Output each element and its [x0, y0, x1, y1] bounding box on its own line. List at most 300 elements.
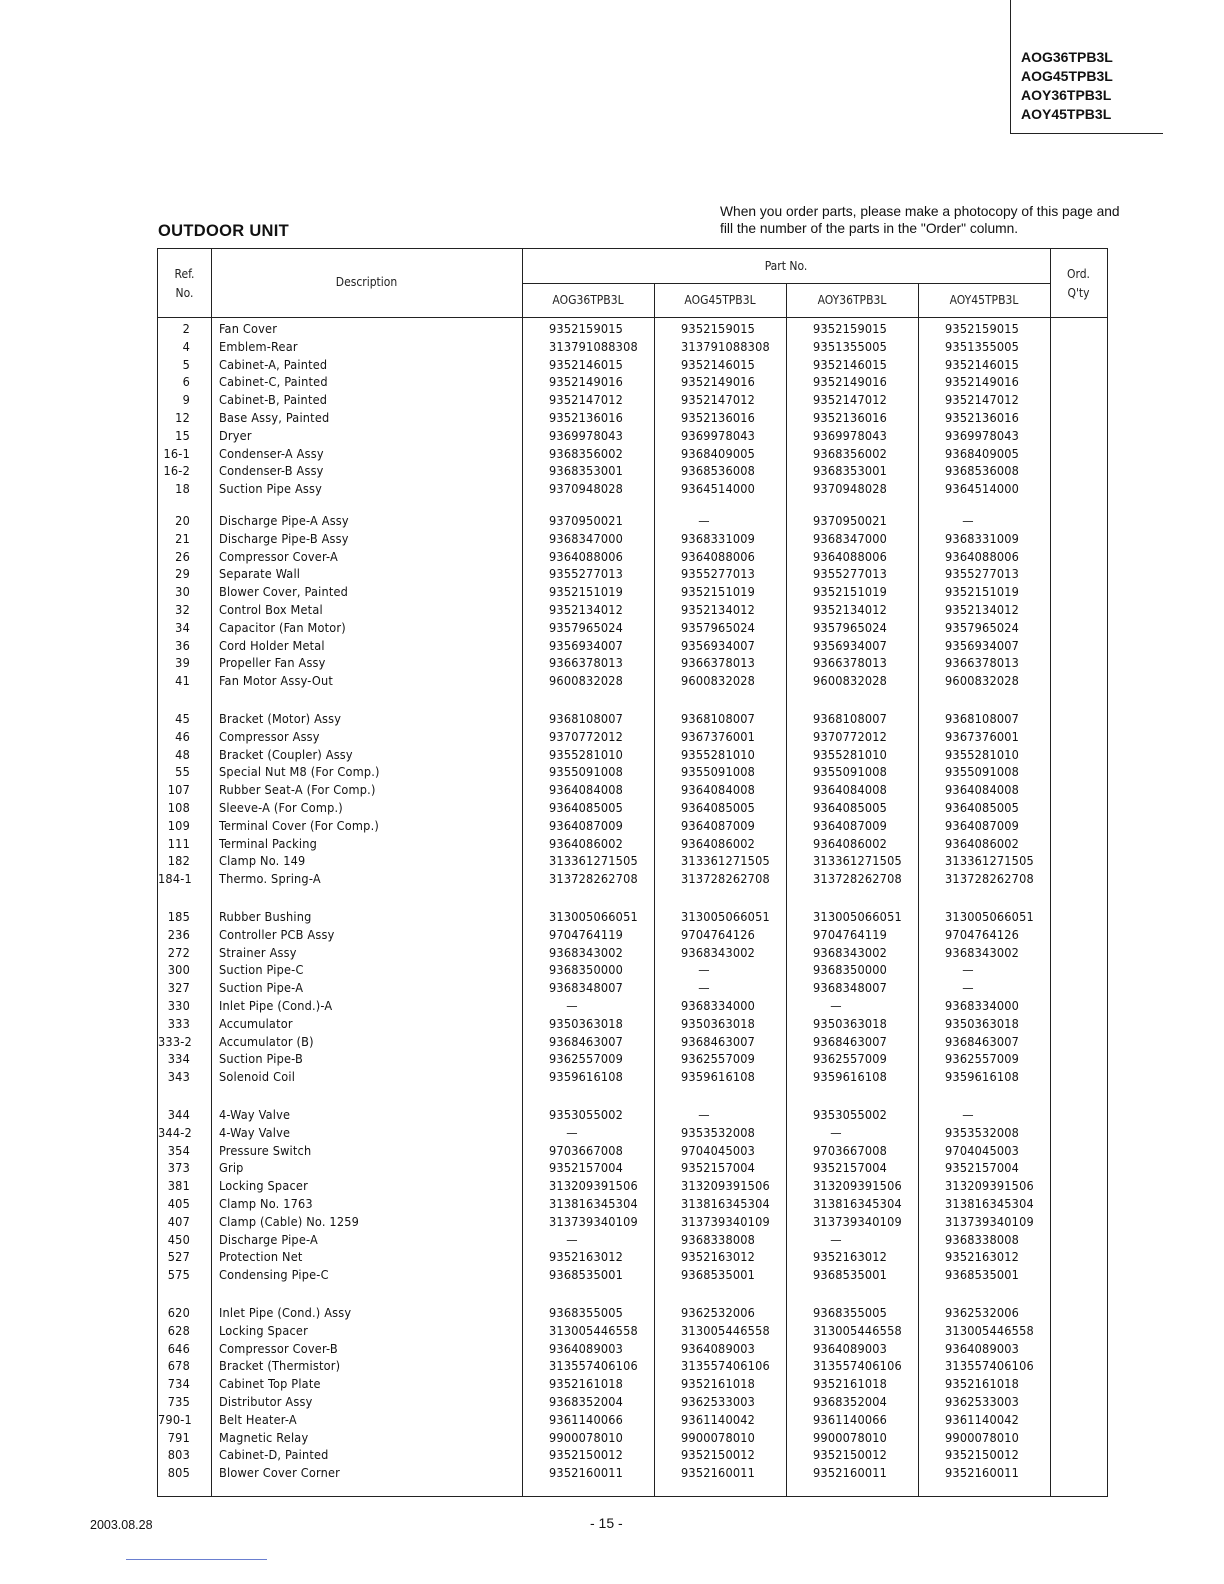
- model-column-header: AOY36TPB3L: [817, 293, 887, 307]
- part-description: Blower Cover Corner: [219, 1465, 341, 1481]
- order-qty-cell[interactable]: [1050, 1375, 1107, 1392]
- ref-number: 111: [167, 835, 190, 851]
- order-qty-cell[interactable]: [1050, 1357, 1107, 1374]
- order-header-line: Ord.: [1066, 267, 1090, 281]
- part-number: 9359616108: [681, 1069, 756, 1085]
- not-applicable-dash: —: [830, 998, 842, 1013]
- part-number: 313005446558: [681, 1322, 770, 1338]
- ref-number: 735: [167, 1394, 190, 1409]
- footer-link-underline: [126, 1559, 267, 1560]
- part-description: Condenser-A Assy: [219, 445, 324, 461]
- part-number: 9368356002: [549, 445, 624, 461]
- order-qty-cell[interactable]: [1050, 1411, 1107, 1428]
- part-number: 9368352004: [813, 1394, 888, 1409]
- part-number: 9600832028: [681, 673, 756, 689]
- part-number: 9352136016: [945, 410, 1020, 425]
- table-row: [158, 1340, 1107, 1358]
- part-description: Terminal Packing: [219, 835, 317, 851]
- table-row: [158, 356, 1107, 374]
- not-applicable-dash: —: [962, 980, 974, 996]
- part-description: Strainer Assy: [219, 944, 297, 960]
- part-number: 9357965024: [945, 619, 1020, 635]
- table-row: [158, 462, 1107, 480]
- part-number: 9368108007: [681, 711, 756, 726]
- not-applicable-dash: —: [698, 513, 710, 528]
- part-number: 9368348007: [813, 980, 888, 996]
- part-number: 9364086002: [681, 835, 756, 851]
- part-number: 9368334000: [681, 998, 756, 1013]
- part-number: 9369978043: [681, 427, 756, 443]
- not-applicable-dash: —: [698, 962, 710, 978]
- part-number: 313728262708: [549, 871, 638, 887]
- part-number: 9368338008: [681, 1231, 756, 1247]
- part-number: 313005066051: [945, 909, 1034, 924]
- not-applicable-dash: —: [566, 1124, 578, 1140]
- ref-header-line: No.: [175, 286, 194, 300]
- part-number: 9350363018: [681, 1015, 756, 1031]
- part-description: Cabinet-C, Painted: [219, 374, 328, 390]
- part-number: 9352157004: [813, 1160, 888, 1176]
- part-description: Dryer: [219, 427, 252, 443]
- order-qty-cell[interactable]: [1050, 583, 1107, 600]
- order-note: When you order parts, please make a photocopy of this page and fill the number of the parts in the "Order" column.: [720, 204, 1120, 236]
- part-number: 9364084008: [813, 782, 888, 798]
- part-number: 9352163012: [813, 1249, 888, 1265]
- order-qty-cell[interactable]: [1050, 1393, 1107, 1410]
- ref-number: 344-2: [158, 1124, 192, 1140]
- order-qty-cell[interactable]: [1050, 1159, 1107, 1176]
- model-name: AOG36TPB3L: [1021, 49, 1113, 65]
- part-number: 9350363018: [549, 1015, 624, 1031]
- part-number: 9366378013: [681, 655, 756, 671]
- ref-number: 18: [175, 481, 190, 497]
- part-number: 9368535001: [813, 1267, 888, 1283]
- part-description: Controller PCB Assy: [219, 926, 335, 942]
- part-number: 9368331009: [681, 530, 756, 546]
- ref-number: 36: [175, 637, 190, 653]
- not-applicable-dash: —: [962, 962, 974, 978]
- not-applicable-dash: —: [566, 998, 578, 1013]
- part-description: Belt Heater-A: [219, 1411, 297, 1427]
- part-number: 9364514000: [945, 481, 1020, 497]
- part-description: Thermo. Spring-A: [219, 871, 321, 887]
- part-number: 9364087009: [813, 817, 888, 833]
- part-description: 4-Way Valve: [219, 1124, 291, 1140]
- part-number: 9362532006: [681, 1305, 756, 1320]
- order-qty-cell[interactable]: [1050, 728, 1107, 745]
- order-qty-cell[interactable]: [1050, 548, 1107, 565]
- part-description: Blower Cover, Painted: [219, 584, 349, 600]
- part-number: 9353055002: [549, 1107, 624, 1122]
- part-number: 9368463007: [549, 1033, 624, 1049]
- order-header-line: Q'ty: [1067, 286, 1090, 300]
- order-qty-cell[interactable]: [1050, 391, 1107, 408]
- part-number: 9370950021: [549, 513, 624, 528]
- order-qty-cell[interactable]: [1050, 601, 1107, 618]
- part-number: 9357965024: [549, 619, 624, 635]
- ref-number: 32: [175, 602, 190, 617]
- part-number: 313728262708: [813, 871, 902, 887]
- part-number: 9704045003: [945, 1142, 1020, 1158]
- part-description: Cord Holder Metal: [219, 637, 325, 653]
- order-qty-cell[interactable]: [1050, 1195, 1107, 1212]
- part-number: 9352147012: [681, 392, 756, 408]
- part-number: 9352134012: [549, 602, 624, 617]
- order-qty-cell[interactable]: [1050, 672, 1107, 689]
- order-qty-cell[interactable]: [1050, 373, 1107, 390]
- part-number: 9355277013: [681, 566, 756, 582]
- order-qty-cell[interactable]: [1050, 1068, 1107, 1085]
- part-description: Capacitor (Fan Motor): [219, 619, 346, 635]
- part-number: 9350363018: [945, 1015, 1020, 1031]
- order-qty-cell[interactable]: [1050, 781, 1107, 798]
- part-number: 9600832028: [549, 673, 624, 689]
- order-qty-cell[interactable]: [1050, 835, 1107, 852]
- order-qty-cell[interactable]: [1050, 710, 1107, 727]
- table-row: [158, 391, 1107, 409]
- table-row: [158, 619, 1107, 637]
- table-row: [158, 1322, 1107, 1340]
- part-number: 313005446558: [549, 1322, 638, 1338]
- order-qty-cell[interactable]: [1050, 1142, 1107, 1159]
- part-number: 9368535001: [549, 1267, 624, 1283]
- order-qty-cell[interactable]: [1050, 799, 1107, 816]
- not-applicable-dash: —: [830, 1231, 842, 1247]
- part-number: 313791088308: [549, 338, 638, 354]
- part-description: Compressor Assy: [219, 728, 320, 744]
- part-number: 9364089003: [549, 1340, 624, 1356]
- part-description: Distributor Assy: [219, 1394, 313, 1409]
- part-number: 313557406106: [813, 1358, 902, 1374]
- part-number: 9352136016: [813, 410, 888, 425]
- part-number: 313209391506: [549, 1178, 638, 1194]
- order-qty-header: [1050, 265, 1107, 303]
- order-qty-cell[interactable]: [1050, 338, 1107, 355]
- not-applicable-dash: —: [962, 1107, 974, 1122]
- part-description: Condenser-B Assy: [219, 463, 324, 479]
- part-number: 9359616108: [945, 1069, 1020, 1085]
- part-number: 9362557009: [681, 1051, 756, 1067]
- order-qty-cell[interactable]: [1050, 1446, 1107, 1463]
- order-qty-cell[interactable]: [1050, 427, 1107, 444]
- part-number: 9361140066: [549, 1411, 624, 1427]
- part-number: 9355281010: [681, 746, 756, 762]
- table-row: [158, 1033, 1107, 1051]
- order-qty-cell[interactable]: [1050, 320, 1107, 337]
- part-number: 9351355005: [813, 338, 888, 354]
- ref-number: 45: [175, 711, 190, 726]
- part-number: 9364086002: [813, 835, 888, 851]
- part-number: 9704764126: [945, 926, 1020, 942]
- part-number: 313557406106: [681, 1358, 770, 1374]
- order-qty-cell[interactable]: [1050, 997, 1107, 1014]
- part-description: Base Assy, Painted: [219, 410, 330, 425]
- ref-number: 55: [175, 764, 190, 780]
- order-qty-cell[interactable]: [1050, 462, 1107, 479]
- table-row: [158, 908, 1107, 926]
- ref-no-header: [158, 265, 211, 303]
- part-number: 9704045003: [681, 1142, 756, 1158]
- order-qty-cell[interactable]: [1050, 1322, 1107, 1339]
- ref-number: 327: [167, 980, 190, 996]
- part-number: 9364084008: [549, 782, 624, 798]
- table-row: [158, 583, 1107, 601]
- part-number: 9352163012: [681, 1249, 756, 1265]
- part-number: 313361271505: [813, 853, 902, 869]
- part-number: 9364085005: [681, 800, 756, 815]
- table-row: [158, 373, 1107, 391]
- part-no-header: Part No.: [764, 259, 808, 273]
- part-number: 9368463007: [681, 1033, 756, 1049]
- part-number: 9368409005: [945, 445, 1020, 461]
- part-number: 9368108007: [549, 711, 624, 726]
- part-number: 9362533003: [681, 1394, 756, 1409]
- part-number: 313728262708: [945, 871, 1034, 887]
- order-qty-cell[interactable]: [1050, 1464, 1107, 1481]
- order-qty-cell[interactable]: [1050, 1106, 1107, 1123]
- part-number: 9364085005: [945, 800, 1020, 815]
- order-qty-cell[interactable]: [1050, 356, 1107, 373]
- order-qty-cell[interactable]: [1050, 1015, 1107, 1032]
- part-description: Sleeve-A (For Comp.): [219, 800, 343, 815]
- part-number: 9370772012: [813, 728, 888, 744]
- part-number: 9352136016: [549, 410, 624, 425]
- part-number: 313005066051: [549, 909, 638, 924]
- table-row: [158, 637, 1107, 655]
- ref-number: 334: [167, 1051, 190, 1067]
- ref-number: 108: [167, 800, 190, 815]
- part-number: 9368338008: [945, 1231, 1020, 1247]
- part-number: 9352161018: [945, 1376, 1020, 1392]
- part-number: 9352157004: [549, 1160, 624, 1176]
- ref-number: 405: [167, 1196, 190, 1211]
- part-number: 9352160011: [681, 1465, 756, 1481]
- ref-number: 41: [175, 673, 190, 689]
- table-row: [158, 1464, 1107, 1482]
- part-number: 9370772012: [549, 728, 624, 744]
- section-title: OUTDOOR UNIT: [158, 222, 290, 240]
- ref-number: 30: [175, 584, 190, 600]
- order-qty-cell[interactable]: [1050, 961, 1107, 978]
- order-qty-cell[interactable]: [1050, 512, 1107, 529]
- part-number: 9600832028: [813, 673, 888, 689]
- part-number: 9352146015: [945, 356, 1020, 372]
- model-header-box: [1010, 0, 1163, 134]
- ref-number: 678: [167, 1358, 190, 1374]
- part-description: Terminal Cover (For Comp.): [219, 817, 379, 833]
- order-qty-cell[interactable]: [1050, 445, 1107, 462]
- part-number: 9355277013: [549, 566, 624, 582]
- part-description: Suction Pipe Assy: [219, 481, 323, 497]
- table-row: [158, 835, 1107, 853]
- part-number: 9369978043: [549, 427, 624, 443]
- part-number: 9362557009: [945, 1051, 1020, 1067]
- table-row: [158, 961, 1107, 979]
- part-description: Rubber Seat-A (For Comp.): [219, 782, 376, 798]
- part-number: 9368463007: [813, 1033, 888, 1049]
- order-qty-cell[interactable]: [1050, 1213, 1107, 1230]
- part-number: 9362533003: [945, 1394, 1020, 1409]
- order-qty-cell[interactable]: [1050, 409, 1107, 426]
- part-number: 313557406106: [945, 1358, 1034, 1374]
- order-qty-cell[interactable]: [1050, 817, 1107, 834]
- table-row: [158, 746, 1107, 764]
- table-row: [158, 1248, 1107, 1266]
- part-number: 9369978043: [813, 427, 888, 443]
- order-qty-cell[interactable]: [1050, 654, 1107, 671]
- order-qty-cell[interactable]: [1050, 763, 1107, 780]
- part-description: Cabinet-D, Painted: [219, 1447, 329, 1463]
- ref-number: 6: [182, 374, 190, 390]
- part-number: 9352147012: [945, 392, 1020, 408]
- order-qty-cell[interactable]: [1050, 1248, 1107, 1265]
- part-number: 9368347000: [549, 530, 624, 546]
- ref-number: 330: [167, 998, 190, 1013]
- part-number: 9900078010: [945, 1429, 1020, 1445]
- not-applicable-dash: —: [566, 1231, 578, 1247]
- part-description: Suction Pipe-C: [219, 962, 304, 978]
- table-row: [158, 1050, 1107, 1068]
- table-row: [158, 1124, 1107, 1142]
- table-row: [158, 1266, 1107, 1284]
- part-description: Cabinet Top Plate: [219, 1376, 321, 1392]
- part-number: 9352159015: [813, 321, 888, 336]
- part-description: Clamp No. 1763: [219, 1196, 313, 1211]
- order-qty-cell[interactable]: [1050, 852, 1107, 869]
- part-number: 9352134012: [813, 602, 888, 617]
- order-qty-cell[interactable]: [1050, 746, 1107, 763]
- table-row: [158, 817, 1107, 835]
- order-qty-cell[interactable]: [1050, 1304, 1107, 1321]
- part-number: 9364087009: [549, 817, 624, 833]
- table-row: [158, 1411, 1107, 1429]
- part-number: 9352146015: [549, 356, 624, 372]
- part-number: 9352160011: [549, 1465, 624, 1481]
- model-list: [1021, 48, 1113, 124]
- order-qty-cell[interactable]: [1050, 480, 1107, 497]
- part-description: Special Nut M8 (For Comp.): [219, 764, 380, 780]
- model-column-header: AOG45TPB3L: [684, 293, 756, 307]
- order-qty-cell[interactable]: [1050, 908, 1107, 925]
- part-description: Protection Net: [219, 1249, 303, 1265]
- ref-number: 805: [167, 1465, 190, 1481]
- table-row: [158, 926, 1107, 944]
- order-qty-cell[interactable]: [1050, 1033, 1107, 1050]
- table-row: [158, 1213, 1107, 1231]
- part-number: 9361140066: [813, 1411, 888, 1427]
- part-description: Compressor Cover-B: [219, 1340, 338, 1356]
- order-qty-cell[interactable]: [1050, 619, 1107, 636]
- part-number: 313361271505: [945, 853, 1034, 869]
- order-qty-cell[interactable]: [1050, 979, 1107, 996]
- table-row: [158, 1446, 1107, 1464]
- part-number: 9368536008: [945, 463, 1020, 479]
- order-qty-cell[interactable]: [1050, 565, 1107, 582]
- order-qty-cell[interactable]: [1050, 530, 1107, 547]
- part-description: Accumulator: [219, 1015, 293, 1031]
- order-qty-cell[interactable]: [1050, 1124, 1107, 1141]
- order-qty-cell[interactable]: [1050, 1050, 1107, 1067]
- part-number: 9364088006: [681, 548, 756, 564]
- ref-number: 527: [167, 1249, 190, 1265]
- part-number: 9352146015: [681, 356, 756, 372]
- order-qty-cell[interactable]: [1050, 1340, 1107, 1357]
- part-description: Clamp No. 149: [219, 853, 306, 869]
- ref-header-line: Ref.: [174, 267, 195, 281]
- table-row: [158, 1429, 1107, 1447]
- not-applicable-dash: —: [698, 1107, 710, 1122]
- order-qty-cell[interactable]: [1050, 1429, 1107, 1446]
- not-applicable-dash: —: [698, 980, 710, 996]
- part-number: 9366378013: [945, 655, 1020, 671]
- table-row: [158, 1393, 1107, 1411]
- order-qty-cell[interactable]: [1050, 1266, 1107, 1283]
- part-number: 9352163012: [945, 1249, 1020, 1265]
- ref-number: 15: [175, 427, 190, 443]
- ref-number: 272: [167, 944, 190, 960]
- ref-number: 29: [175, 566, 190, 582]
- part-number: 9364089003: [945, 1340, 1020, 1356]
- part-number: 9352161018: [549, 1376, 624, 1392]
- part-number: 9362557009: [549, 1051, 624, 1067]
- part-number: 9352150012: [945, 1447, 1020, 1463]
- part-number: 9350363018: [813, 1015, 888, 1031]
- part-number: 9900078010: [681, 1429, 756, 1445]
- ref-number: 16-2: [163, 463, 190, 479]
- table-row: [158, 1106, 1107, 1124]
- part-number: 313739340109: [681, 1213, 770, 1229]
- part-number: 313739340109: [813, 1213, 902, 1229]
- table-row: [158, 338, 1107, 356]
- part-number: 9352146015: [813, 356, 888, 372]
- description-header: Description: [335, 275, 398, 289]
- part-number: 9356934007: [681, 637, 756, 653]
- part-number: 9370950021: [813, 513, 888, 528]
- ref-number: 48: [175, 746, 190, 762]
- ref-number: 9: [182, 392, 190, 408]
- part-number: 9368352004: [549, 1394, 624, 1409]
- part-number: 9368409005: [681, 445, 756, 461]
- ref-number: 575: [167, 1267, 190, 1283]
- part-number: 9352151019: [549, 584, 624, 600]
- order-qty-cell[interactable]: [1050, 637, 1107, 654]
- part-number: 9361140042: [945, 1411, 1020, 1427]
- part-number: 9370948028: [549, 481, 624, 497]
- part-number: 9352159015: [945, 321, 1020, 336]
- part-number: 9370948028: [813, 481, 888, 497]
- order-qty-cell[interactable]: [1050, 1231, 1107, 1248]
- part-number: 9704764119: [813, 926, 888, 942]
- part-number: 9356934007: [813, 637, 888, 653]
- part-number: 9355277013: [813, 566, 888, 582]
- part-number: 9355281010: [813, 746, 888, 762]
- order-qty-cell[interactable]: [1050, 1177, 1107, 1194]
- part-number: 313791088308: [681, 338, 770, 354]
- table-row: [158, 1142, 1107, 1160]
- ref-number: 734: [167, 1376, 190, 1392]
- order-qty-cell[interactable]: [1050, 944, 1107, 961]
- part-number: 313728262708: [681, 871, 770, 887]
- part-number: 313816345304: [813, 1196, 902, 1211]
- part-number: 313739340109: [549, 1213, 638, 1229]
- page-number: - 15 -: [590, 1515, 623, 1531]
- part-number: 9352149016: [681, 374, 756, 390]
- order-qty-cell[interactable]: [1050, 870, 1107, 887]
- order-qty-cell[interactable]: [1050, 926, 1107, 943]
- not-applicable-dash: —: [830, 1124, 842, 1140]
- model-column-header: AOY45TPB3L: [949, 293, 1019, 307]
- part-number: 9352160011: [813, 1465, 888, 1481]
